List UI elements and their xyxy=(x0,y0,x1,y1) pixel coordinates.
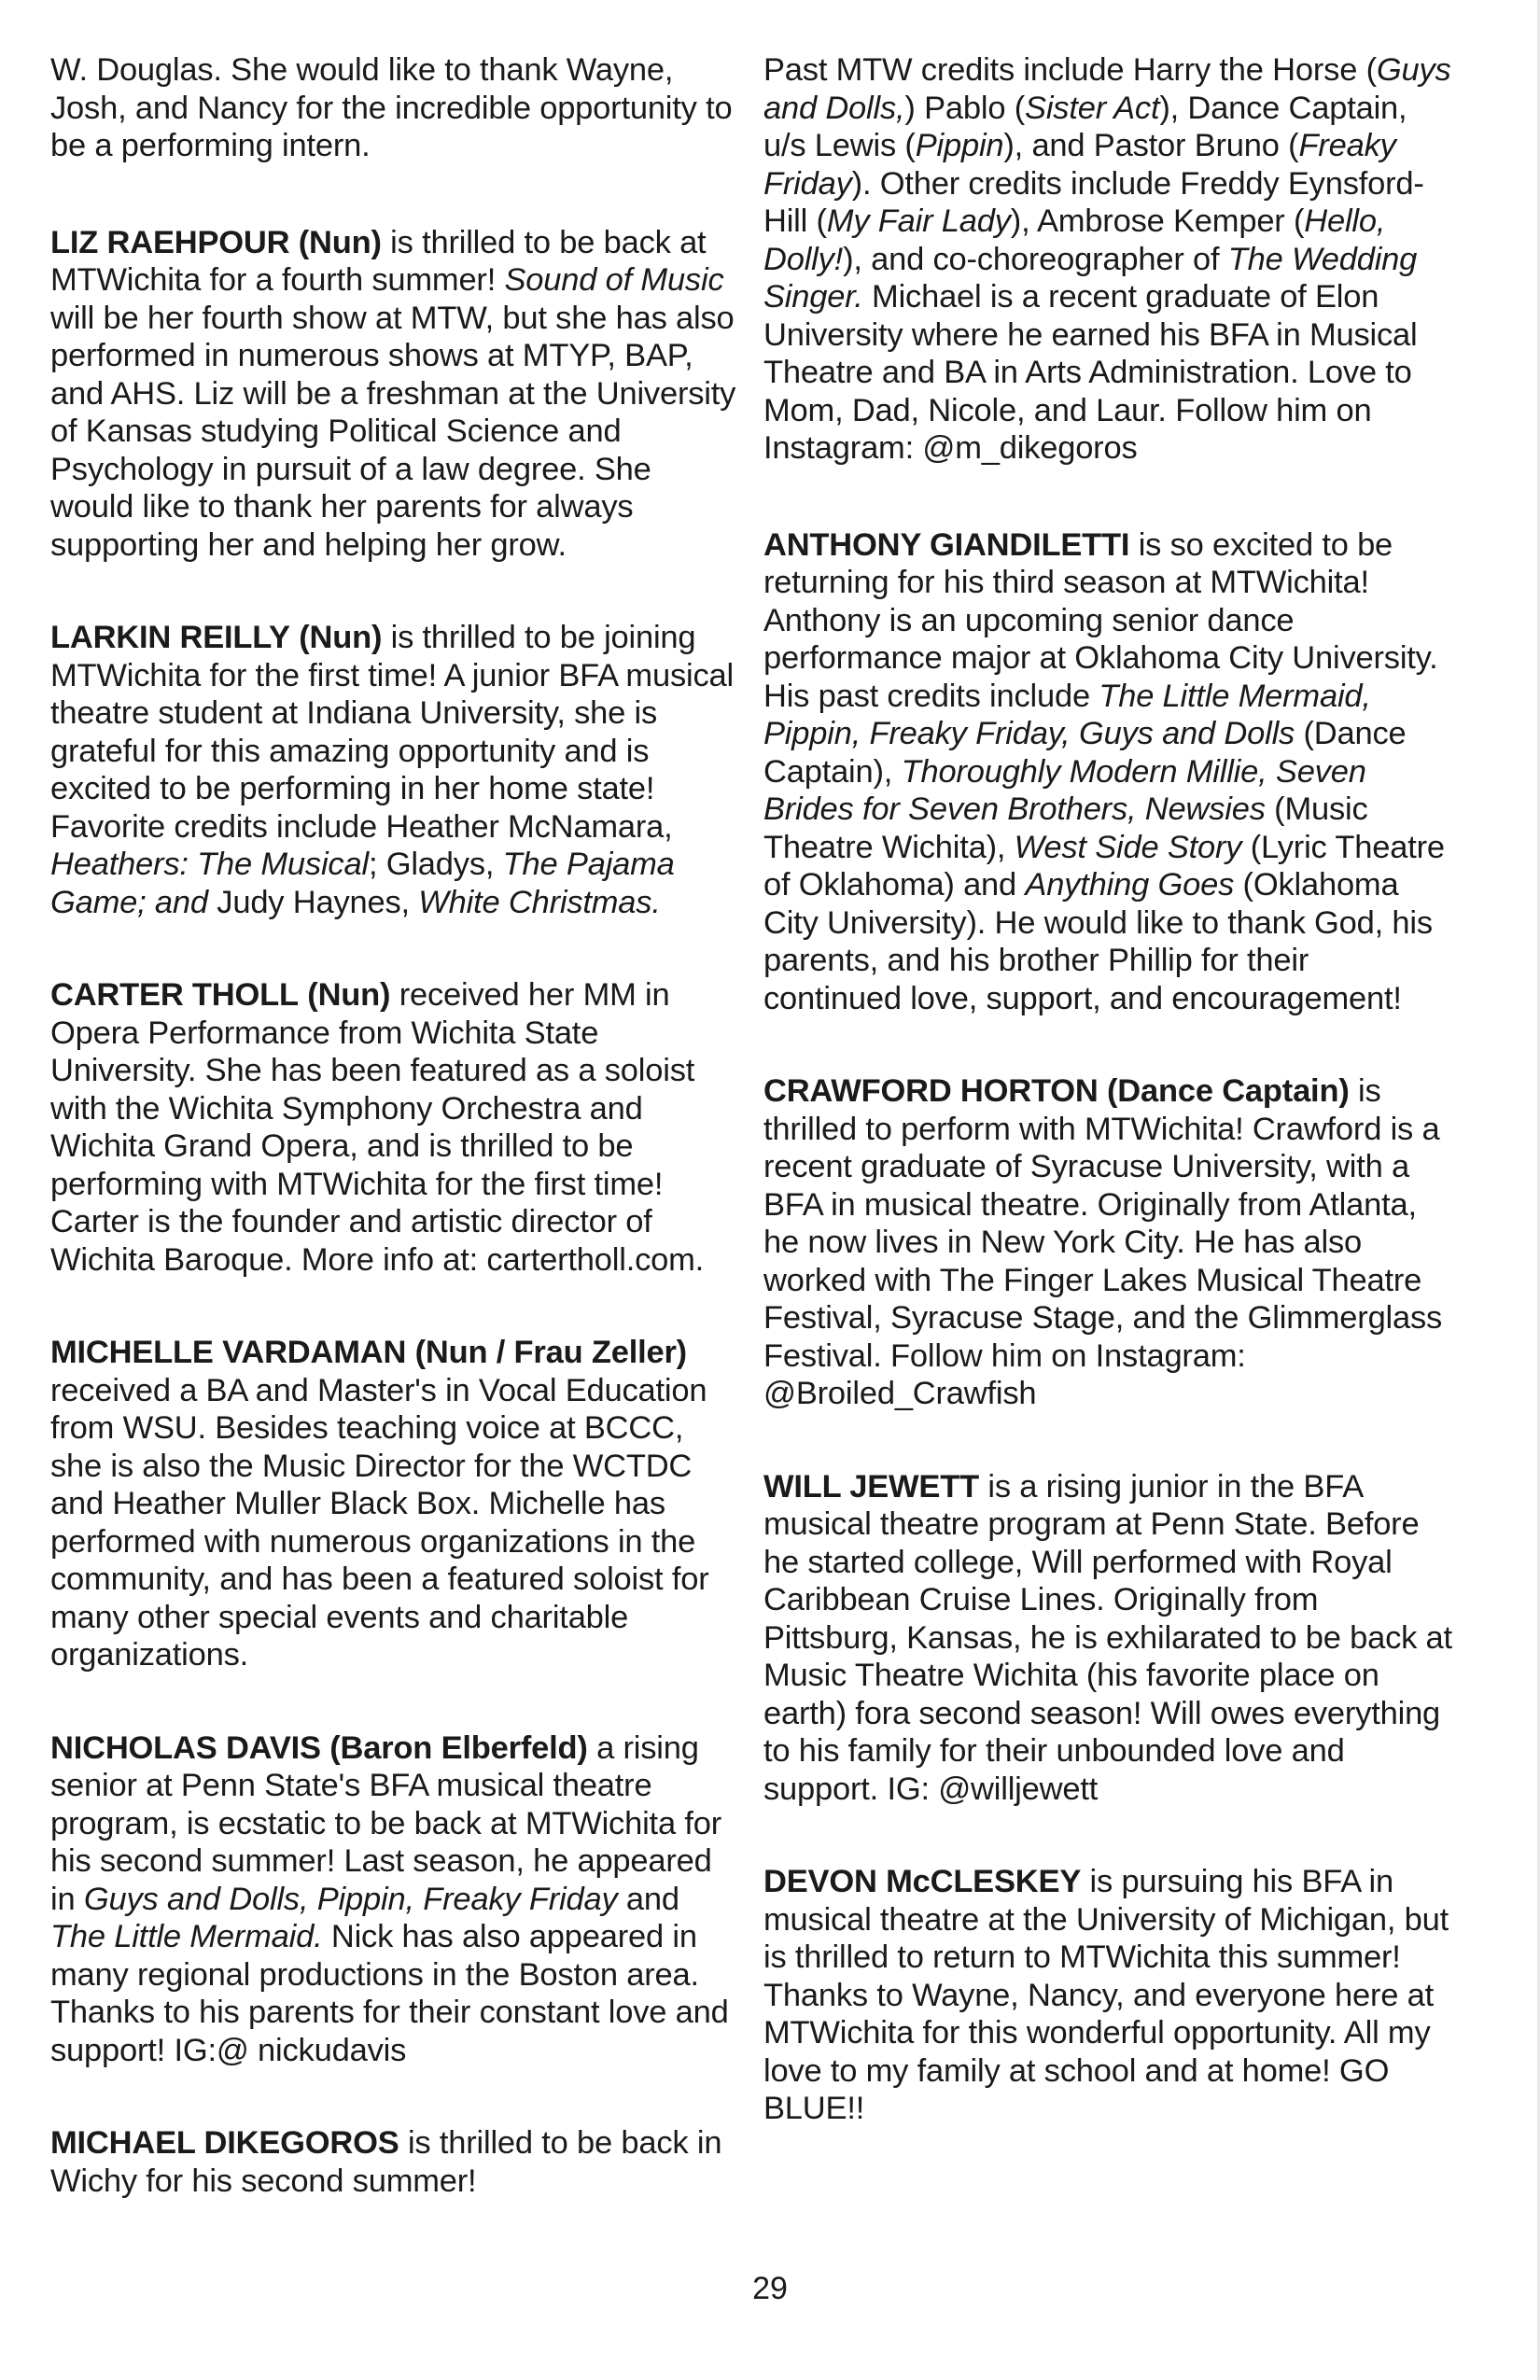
bio-text: (Dance Captain), xyxy=(763,716,1407,790)
bio-text: (Oklahoma City University). He would like to thank God, his parents, and his brother Phillip for their continued love, support, and encouragement! xyxy=(763,867,1433,1016)
bio-text: (Lyric Theatre of Oklahoma) and xyxy=(763,829,1445,903)
performer-name: CARTER THOLL xyxy=(50,977,299,1013)
bio-continuation xyxy=(763,51,1454,468)
performer-role: (Nun / Frau Zeller) xyxy=(414,1335,687,1370)
bio-text: (Music Theatre Wichita), xyxy=(763,791,1368,865)
performer-name: CRAWFORD HORTON xyxy=(763,1073,1099,1109)
performer-role: (Nun) xyxy=(299,620,383,655)
bio-text: a rising senior at Penn State's BFA musical theatre program, is ecstatic to be back at MTWichita for his second summer! Last season, he appeared in xyxy=(50,1729,721,1917)
bio-text: and xyxy=(617,1881,679,1917)
bio-text: is pursuing his BFA in musical theatre at the University of Michigan, but is thrilled to return to MTWichita this summer! Thanks to Wayne, Nancy, and everyone here at MTWichita for this wonderful opportunity. All my love to my family at school and at home! GO BLUE!! xyxy=(763,1864,1449,2126)
bio-text: is thrilled to be joining MTWichita for the first time! A junior BFA musical theatre student at Indiana University, she is grateful for this amazing opportunity and is excited to be performing in her home state! Favorite credits include Heather McNamara, xyxy=(50,620,734,845)
title-italic: White Christmas. xyxy=(418,884,661,920)
bio-text: Michael is a recent graduate of Elon University where he earned his BFA in Musical Theatre and BA in Arts Administration. Love to Mom, Dad, Nicole, and Laur. Follow him on Instagram: @m_dikegoros xyxy=(763,279,1418,466)
bio-michelle-vardaman xyxy=(50,1334,741,1674)
title-italic: Freaky Friday xyxy=(763,128,1396,202)
performer-role: (Nun) xyxy=(298,224,382,260)
page-number: 29 xyxy=(752,2271,788,2306)
bio-devon-mccleskey xyxy=(763,1863,1454,2128)
performer-name: WILL JEWETT xyxy=(763,1468,979,1505)
title-italic: The Little Mermaid, Pippin, Freaky Friday, Guys and Dolls xyxy=(763,678,1371,751)
bio-text: ), Dance Captain, u/s Lewis ( xyxy=(763,90,1407,163)
bio-text: ), and co-choreographer of xyxy=(843,241,1228,277)
performer-name: DEVON McCLESKEY xyxy=(763,1864,1082,1899)
title-italic: Sister Act xyxy=(1025,90,1160,126)
title-italic: My Fair Lady xyxy=(826,203,1011,239)
bio-text: Nick has also appeared in many regional productions in the Boston area. Thanks to his parents for their constant love and support! IG:@ nickudavis xyxy=(50,1919,729,2068)
bio-text: is so excited to be returning for his third season at MTWichita! Anthony is an upcoming senior dance performance major at Oklahoma City University. His past credits include xyxy=(763,526,1438,714)
performer-name: ANTHONY GIANDILETTI xyxy=(763,526,1130,563)
performer-name: LIZ RAEHPOUR xyxy=(50,224,290,260)
title-italic: West Side Story xyxy=(1014,829,1242,865)
bio-crawford-horton xyxy=(763,1072,1454,1413)
bio-text: Judy Haynes, xyxy=(207,884,419,920)
bio-text: ), and Pastor Bruno ( xyxy=(1003,128,1299,163)
bio-text: ). Other credits include Freddy Eynsford-Hill ( xyxy=(763,165,1424,239)
performer-name: NICHOLAS DAVIS xyxy=(50,1729,321,1766)
bio-text: is a rising junior in the BFA musical theatre program at Penn State. Before he started college, Will performed with Royal Caribbean Cruise Lines. Originally from Pittsburg, Kansas, he is exhilarated to be back at Music Theatre Wichita (his favorite place on earth) fora second season! Will owes everything to his family for their unbounded love and support. IG: @willjewett xyxy=(763,1468,1452,1807)
right-column xyxy=(763,51,1454,2183)
bio-text: is thrilled to be back in Wichy for his second summer! xyxy=(50,2125,722,2199)
bio-text: W. Douglas. She would like to thank Wayne, Josh, and Nancy for the incredible opportunity to be a performing intern. xyxy=(50,52,733,163)
title-italic: Hello, Dolly! xyxy=(763,203,1386,277)
title-italic: Anything Goes xyxy=(1025,867,1235,903)
bio-michael-dikegoros xyxy=(50,2124,741,2200)
bio-anthony-giandiletti xyxy=(763,526,1454,1018)
title-italic: Sound of Music xyxy=(504,262,724,298)
bio-text: ; Gladys, xyxy=(368,847,503,882)
title-italic: Thoroughly Modern Millie, Seven Brides for Seven Brothers, Newsies xyxy=(763,753,1366,827)
title-italic: The Pajama Game; and xyxy=(50,847,675,920)
performer-name: MICHELLE VARDAMAN xyxy=(50,1335,407,1370)
bio-text: received a BA and Master's in Vocal Education from WSU. Besides teaching voice at BCCC, she is also the Music Director for the WCTDC and Heather Muller Black Box. Michelle has performed with numerous organizations in the community, and has been a featured soloist for many other special events and charitable organizations. xyxy=(50,1372,709,1673)
bio-text: will be her fourth show at MTW, but she has also performed in numerous shows at MTYP, BAP, and AHS. Liz will be a freshman at the University of Kansas studying Political Science and Psychology in pursuit of a law degree. She would like to thank her parents for always supporting her and helping her grow. xyxy=(50,300,736,563)
bio-nicholas-davis xyxy=(50,1729,741,2070)
performer-name: LARKIN REILLY xyxy=(50,620,290,655)
left-column xyxy=(50,51,741,2255)
bio-will-jewett xyxy=(763,1468,1454,1809)
title-italic: Heathers: The Musical xyxy=(50,847,369,882)
performer-name: MICHAEL DIKEGOROS xyxy=(50,2125,399,2161)
bio-text: ), Ambrose Kemper ( xyxy=(1010,203,1305,239)
bio-larkin-reilly xyxy=(50,619,741,921)
performer-role: (Nun) xyxy=(307,977,391,1013)
title-italic: Pippin xyxy=(915,128,1004,163)
bio-text: ) Pablo ( xyxy=(904,90,1026,126)
performer-role: (Baron Elberfeld) xyxy=(329,1729,588,1766)
title-italic: Guys and Dolls, xyxy=(763,52,1451,126)
title-italic: The Little Mermaid. xyxy=(50,1919,323,1954)
bio-text: is thrilled to be back at MTWichita for a fourth summer! xyxy=(50,224,707,298)
bio-text: received her MM in Opera Performance from Wichita State University. She has been featured as a soloist with the Wichita Symphony Orchestra and Wichita Grand Opera, and is thrilled to be performing with MTWichita for the first time! Carter is the founder and artistic director of Wichita Baroque. More info at: cartertholl.com. xyxy=(50,977,705,1278)
bio-continuation xyxy=(50,51,741,165)
bio-text: is thrilled to perform with MTWichita! Crawford is a recent graduate of Syracuse University, with a BFA in musical theatre. Originally from Atlanta, he now lives in New York City. He has also worked with The Finger Lakes Musical Theatre Festival, Syracuse Stage, and the Glimmerglass Festival. Follow him on Instagram: @Broiled_Crawfish xyxy=(763,1073,1443,1411)
title-italic: The Wedding Singer. xyxy=(763,241,1418,315)
bio-text: Past MTW credits include Harry the Horse ( xyxy=(763,52,1377,88)
bio-carter-tholl xyxy=(50,976,741,1279)
bio-liz-raehpour xyxy=(50,224,741,565)
title-italic: Guys and Dolls, Pippin, Freaky Friday xyxy=(83,1881,618,1917)
performer-role: (Dance Captain) xyxy=(1106,1073,1350,1109)
